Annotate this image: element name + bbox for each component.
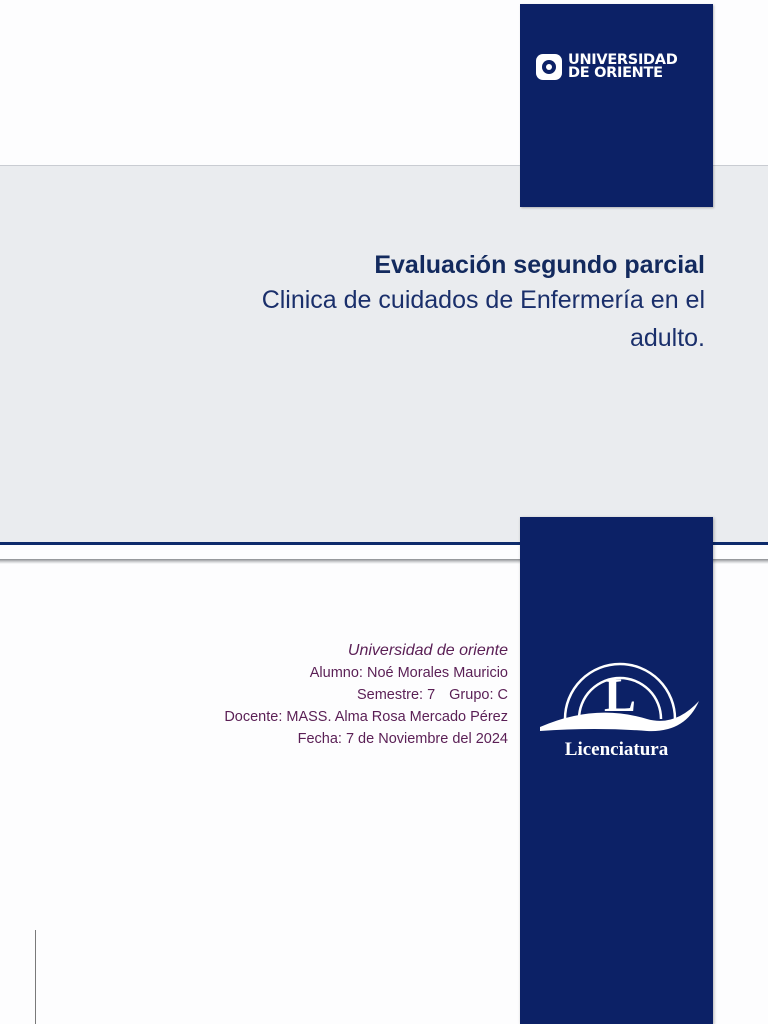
semester-group-line — [88, 684, 508, 706]
teacher-name: Docente: MASS. Alma Rosa Mercado Pérez — [224, 709, 508, 725]
page-title: Evaluación segundo parcial — [374, 251, 705, 279]
licenciatura-label: Licenciatura — [564, 739, 669, 760]
group: Grupo: C — [449, 687, 508, 703]
document-title — [145, 250, 705, 357]
university-logo — [536, 54, 677, 80]
semester: Semestre: 7 — [356, 687, 436, 703]
logo-line-1: UNIVERSIDAD — [568, 52, 678, 68]
licenciatura-emblem-icon — [535, 627, 705, 737]
subtitle-line-2: adulto. — [629, 324, 705, 352]
badge-letter: L — [603, 669, 637, 722]
margin-rule — [35, 930, 36, 1024]
student-name: Alumno: Noé Morales Mauricio — [309, 665, 508, 681]
university-name: Universidad de oriente — [347, 642, 508, 659]
university-logo-mark-icon — [536, 54, 562, 80]
subtitle-line-1: Clinica de cuidados de Enfermería en el — [261, 286, 705, 314]
licenciatura-panel — [520, 517, 713, 1024]
date: Fecha: 7 de Noviembre del 2024 — [297, 731, 508, 747]
student-info — [88, 640, 508, 750]
logo-wordmark — [568, 54, 677, 80]
logo-line-2: DE ORIENTE — [568, 65, 663, 81]
logo-panel — [520, 4, 713, 207]
